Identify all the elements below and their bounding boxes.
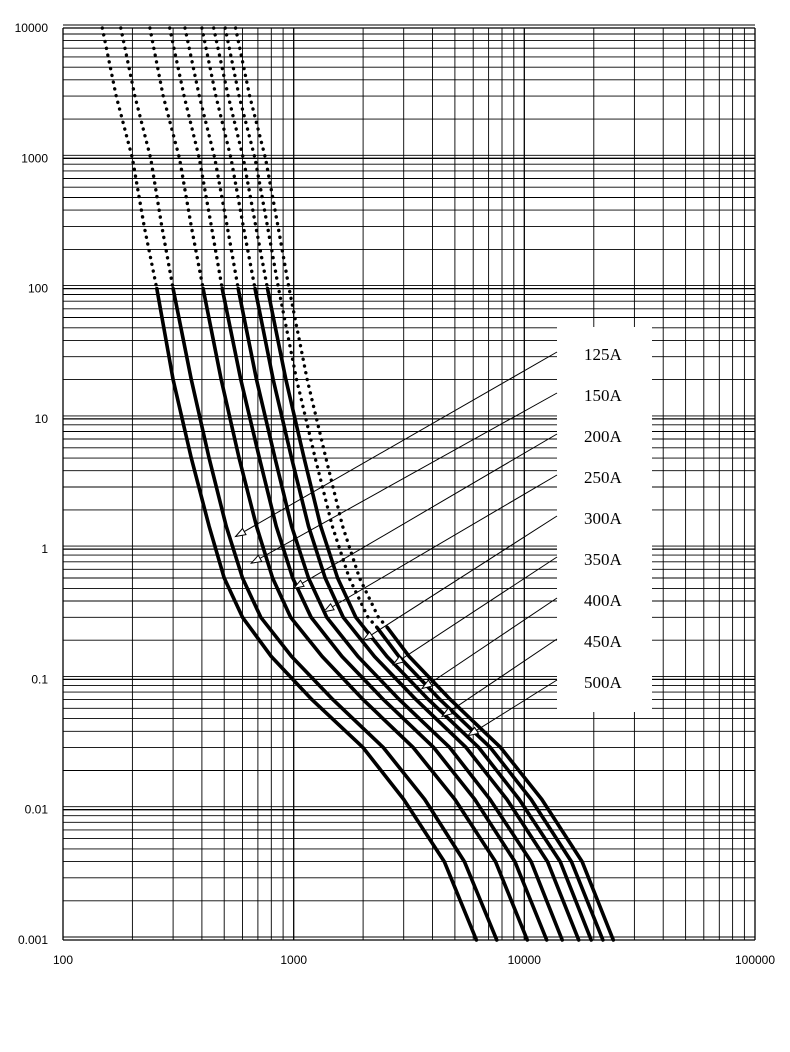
y-tick-label: 10000	[14, 21, 48, 35]
y-tick-label: 1000	[21, 151, 48, 166]
series-300A	[185, 28, 562, 940]
y-tick-label: 0.1	[31, 672, 48, 687]
legend-leader-line	[468, 680, 557, 736]
y-tick-label: 10	[34, 411, 48, 426]
legend-label-125A: 125A	[584, 345, 622, 364]
legend-label-450A: 450A	[584, 632, 622, 651]
series-125A	[102, 28, 476, 940]
legend-label-400A: 400A	[584, 591, 622, 610]
y-tick-label: 0.001	[17, 933, 48, 947]
y-tick-label: 0.01	[24, 802, 48, 817]
axis-tick-labels	[15, 21, 776, 967]
legend-label-350A: 350A	[584, 550, 622, 569]
series-200A	[150, 28, 527, 940]
legend-arrowhead	[236, 529, 246, 537]
x-tick-label: 1000	[280, 953, 308, 967]
series-solid-line	[157, 289, 477, 940]
series-solid-line	[255, 289, 579, 940]
legend-arrowhead	[324, 604, 334, 612]
legend-leader-line	[324, 475, 557, 612]
legend-arrowhead	[251, 555, 261, 563]
x-tick-label: 100000	[734, 953, 776, 967]
y-tick-label: 1	[41, 542, 48, 557]
legend-label-300A: 300A	[584, 509, 622, 528]
y-tick-label: 100	[27, 281, 48, 296]
legend-label-150A: 150A	[584, 386, 622, 405]
series-250A	[170, 28, 547, 940]
series-solid-line	[203, 289, 527, 940]
curves	[102, 28, 613, 940]
legend-leader-line	[294, 434, 557, 588]
x-tick-label: 10000	[507, 953, 541, 967]
legend-label-250A: 250A	[584, 468, 622, 487]
legend-leader-line	[442, 639, 557, 716]
legend-leader-line	[422, 598, 557, 689]
legend-label-500A: 500A	[584, 673, 622, 692]
series-500A	[236, 28, 614, 940]
x-tick-label: 100	[52, 953, 74, 967]
legend-label-200A: 200A	[584, 427, 622, 446]
series-solid-line	[268, 289, 592, 940]
legend-labels	[584, 345, 623, 692]
legend-leader-line	[393, 557, 557, 665]
